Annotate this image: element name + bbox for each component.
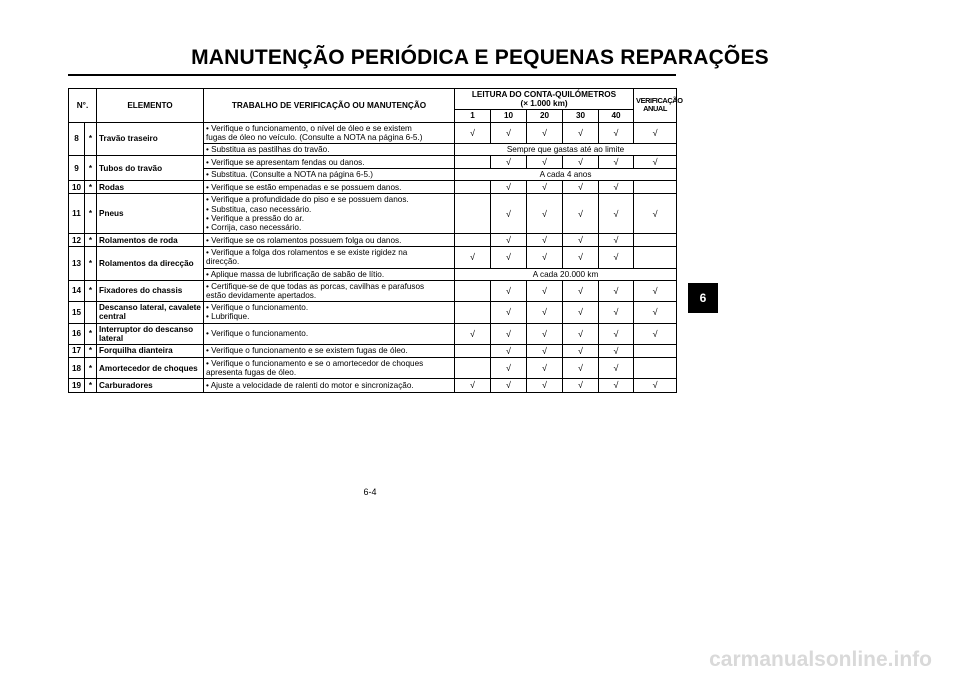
row-number: 19 xyxy=(69,379,85,392)
header-annual: VERIFICAÇÃO ANUAL xyxy=(634,89,677,123)
check-mark: √ xyxy=(578,307,583,318)
header-element: ELEMENTO xyxy=(97,89,204,123)
work-line: • Verifique o funcionamento e se existem fugas de óleo. xyxy=(206,346,408,356)
check-mark: √ xyxy=(578,235,583,246)
check-mark: √ xyxy=(542,182,547,193)
check-cell xyxy=(563,234,599,247)
check-cell xyxy=(563,344,599,357)
check-cell xyxy=(563,156,599,169)
row-element: Rodas xyxy=(97,181,204,194)
check-mark: √ xyxy=(506,328,511,339)
table-row xyxy=(69,181,677,194)
row-work xyxy=(204,156,455,169)
check-cell xyxy=(491,156,527,169)
check-mark: √ xyxy=(578,345,583,356)
row-star xyxy=(85,302,97,323)
row-work xyxy=(204,302,455,323)
check-mark: √ xyxy=(613,345,619,356)
check-cell xyxy=(599,122,634,143)
check-cell xyxy=(599,280,634,301)
row-star: * xyxy=(85,234,97,247)
check-cell xyxy=(491,234,527,247)
table-row xyxy=(69,323,677,344)
row-element: Rolamentos de roda xyxy=(97,234,204,247)
row-work xyxy=(204,280,455,301)
row-number: 8 xyxy=(69,122,85,156)
work-line: • Verifique se apresentam fendas ou danos. xyxy=(206,157,365,167)
row-element: Forquilha dianteira xyxy=(97,344,204,357)
row-element: Fixadores do chassis xyxy=(97,280,204,301)
row-interval-note: Sempre que gastas até ao limite xyxy=(455,143,677,155)
check-mark: √ xyxy=(506,345,511,356)
row-element: Descanso lateral, cavalete central xyxy=(97,302,204,323)
check-mark: √ xyxy=(506,127,511,138)
work-line: • Ajuste a velocidade de ralenti do motor e sincronização. xyxy=(206,380,414,390)
row-star: * xyxy=(85,181,97,194)
work-line: • Substitua, caso necessário. xyxy=(206,204,312,214)
check-mark: √ xyxy=(506,182,511,193)
check-cell xyxy=(634,122,677,143)
work-line: • Verifique o funcionamento, o nível de óleo e se existem xyxy=(206,123,412,133)
check-cell xyxy=(527,302,563,323)
check-cell xyxy=(599,358,634,379)
row-number: 13 xyxy=(69,247,85,281)
check-cell xyxy=(599,194,634,234)
check-cell xyxy=(455,156,491,169)
check-cell xyxy=(599,379,634,392)
work-line: • Corrija, caso necessário. xyxy=(206,223,302,233)
check-mark: √ xyxy=(613,157,619,168)
header-km-30: 30 xyxy=(563,110,599,122)
check-cell xyxy=(634,302,677,323)
row-work xyxy=(204,323,455,344)
check-cell xyxy=(527,379,563,392)
check-cell xyxy=(491,323,527,344)
work-line: estão devidamente apertados. xyxy=(206,291,317,301)
row-star: * xyxy=(85,358,97,379)
check-mark: √ xyxy=(613,252,619,263)
row-element: Carburadores xyxy=(97,379,204,392)
work-line: • Verifique a profundidade do piso e se possuem danos. xyxy=(206,195,409,205)
row-star: * xyxy=(85,379,97,392)
check-mark: √ xyxy=(652,380,658,391)
check-mark: √ xyxy=(506,235,511,246)
check-mark: √ xyxy=(578,286,583,296)
check-mark: √ xyxy=(542,252,547,263)
check-cell xyxy=(634,181,677,194)
check-cell xyxy=(599,302,634,323)
check-cell xyxy=(634,358,677,379)
check-cell xyxy=(599,247,634,268)
work-line: • Verifique se os rolamentos possuem folga ou danos. xyxy=(206,235,402,245)
check-cell xyxy=(599,234,634,247)
check-mark: √ xyxy=(542,235,547,246)
check-cell xyxy=(491,247,527,268)
title-underline xyxy=(68,74,676,76)
check-mark: √ xyxy=(613,127,619,138)
check-mark: √ xyxy=(506,286,511,296)
check-cell xyxy=(527,194,563,234)
check-mark: √ xyxy=(506,157,511,168)
check-cell xyxy=(563,379,599,392)
check-cell xyxy=(563,181,599,194)
table-row xyxy=(69,344,677,357)
header-work: TRABALHO DE VERIFICAÇÃO OU MANUTENÇÃO xyxy=(204,89,455,123)
table-row xyxy=(69,358,677,379)
row-work xyxy=(204,234,455,247)
check-cell xyxy=(563,194,599,234)
check-cell xyxy=(634,379,677,392)
row-number: 10 xyxy=(69,181,85,194)
row-element: Pneus xyxy=(97,194,204,234)
check-mark: √ xyxy=(578,208,583,219)
check-cell xyxy=(634,156,677,169)
row-element: Interruptor do descanso lateral xyxy=(97,323,204,344)
row-interval-note: A cada 20.000 km xyxy=(455,268,677,280)
chapter-tab: 6 xyxy=(688,283,718,313)
check-cell xyxy=(599,156,634,169)
work-line: • Substitua. (Consulte a NOTA na página 6-5.) xyxy=(206,170,374,180)
check-cell xyxy=(455,181,491,194)
work-line: • Certifique-se de que todas as porcas, cavilhas e parafusos xyxy=(206,281,425,291)
check-mark: √ xyxy=(613,363,619,374)
check-cell xyxy=(599,344,634,357)
maintenance-table xyxy=(68,88,683,393)
header-km-40: 40 xyxy=(599,110,634,122)
check-cell xyxy=(455,358,491,379)
work-line: • Verifique o funcionamento e se o amortecedor de choques xyxy=(206,359,424,369)
check-cell xyxy=(563,323,599,344)
table-row xyxy=(69,302,677,323)
check-cell xyxy=(491,122,527,143)
header-no: N°. xyxy=(69,89,97,123)
watermark: carmanualsonline.info xyxy=(709,648,932,671)
check-mark: √ xyxy=(613,235,619,246)
check-mark: √ xyxy=(613,208,619,219)
check-cell xyxy=(634,344,677,357)
check-mark: √ xyxy=(542,380,547,391)
row-element: Travão traseiro xyxy=(97,122,204,156)
check-cell xyxy=(527,358,563,379)
check-cell xyxy=(455,379,491,392)
check-mark: √ xyxy=(542,363,547,374)
check-mark: √ xyxy=(578,157,583,168)
row-element: Rolamentos da direcção xyxy=(97,247,204,281)
check-mark: √ xyxy=(613,380,619,391)
check-cell xyxy=(491,302,527,323)
check-cell xyxy=(491,280,527,301)
check-mark: √ xyxy=(506,380,511,391)
check-mark: √ xyxy=(613,182,619,193)
check-mark: √ xyxy=(542,286,547,296)
work-line: • Verifique se estão empenadas e se possuem danos. xyxy=(206,182,402,192)
table-row xyxy=(69,156,677,169)
header-km-20: 20 xyxy=(527,110,563,122)
check-cell xyxy=(455,247,491,268)
check-cell xyxy=(491,181,527,194)
check-mark: √ xyxy=(652,157,658,168)
check-mark: √ xyxy=(652,208,658,219)
check-cell xyxy=(563,302,599,323)
row-interval-note: A cada 4 anos xyxy=(455,169,677,181)
header-km-10: 10 xyxy=(491,110,527,122)
table-row xyxy=(69,379,677,392)
row-star: * xyxy=(85,194,97,234)
check-mark: √ xyxy=(613,328,619,339)
work-line: • Lubrifique. xyxy=(206,312,250,322)
row-work xyxy=(204,247,455,268)
check-mark: √ xyxy=(470,328,475,339)
check-mark: √ xyxy=(506,208,511,219)
check-mark: √ xyxy=(542,157,547,168)
row-number: 15 xyxy=(69,302,85,323)
check-mark: √ xyxy=(652,286,658,296)
check-cell xyxy=(527,156,563,169)
row-star: * xyxy=(85,344,97,357)
row-star: * xyxy=(85,247,97,281)
work-line: • Verifique a folga dos rolamentos e se existe rigidez na xyxy=(206,248,408,258)
row-number: 11 xyxy=(69,194,85,234)
row-work xyxy=(204,181,455,194)
work-line: direcção. xyxy=(206,257,240,267)
check-cell xyxy=(527,247,563,268)
check-cell xyxy=(634,234,677,247)
row-number: 14 xyxy=(69,280,85,301)
page-title: MANUTENÇÃO PERIÓDICA E PEQUENAS REPARAÇÕES xyxy=(191,46,769,69)
row-star: * xyxy=(85,280,97,301)
table-row xyxy=(69,247,677,268)
row-number: 18 xyxy=(69,358,85,379)
check-cell xyxy=(527,344,563,357)
check-mark: √ xyxy=(542,345,547,356)
row-work xyxy=(204,268,455,280)
check-cell xyxy=(634,280,677,301)
check-cell xyxy=(634,247,677,268)
check-cell xyxy=(599,323,634,344)
check-cell xyxy=(563,358,599,379)
check-cell xyxy=(491,379,527,392)
check-mark: √ xyxy=(613,307,619,318)
work-line: fugas de óleo no veículo. (Consulte a NOTA na página 6-5.) xyxy=(206,132,423,142)
row-work xyxy=(204,344,455,357)
work-line: • Substitua as pastilhas do travão. xyxy=(206,144,330,154)
check-mark: √ xyxy=(542,328,547,339)
check-mark: √ xyxy=(613,286,619,296)
row-work xyxy=(204,194,455,234)
work-line: apresenta fugas de óleo. xyxy=(206,368,297,378)
row-element: Amortecedor de choques xyxy=(97,358,204,379)
check-mark: √ xyxy=(652,307,658,318)
check-mark: √ xyxy=(470,127,475,138)
row-work xyxy=(204,169,455,181)
header-odometer xyxy=(455,89,634,110)
row-star: * xyxy=(85,122,97,156)
row-number: 9 xyxy=(69,156,85,181)
row-work xyxy=(204,143,455,155)
check-mark: √ xyxy=(506,307,511,318)
check-cell xyxy=(634,323,677,344)
header-km-1: 1 xyxy=(455,110,491,122)
check-cell xyxy=(599,181,634,194)
table-row xyxy=(69,280,677,301)
header-row-1 xyxy=(69,89,677,110)
row-number: 17 xyxy=(69,344,85,357)
check-mark: √ xyxy=(470,252,475,263)
check-mark: √ xyxy=(578,127,583,138)
check-mark: √ xyxy=(542,127,547,138)
check-cell xyxy=(563,280,599,301)
work-line: • Verifique a pressão do ar. xyxy=(206,213,304,223)
row-number: 16 xyxy=(69,323,85,344)
row-work xyxy=(204,379,455,392)
table-row xyxy=(69,122,677,143)
table-row xyxy=(69,234,677,247)
check-cell xyxy=(527,181,563,194)
check-cell xyxy=(527,122,563,143)
check-mark: √ xyxy=(578,252,583,263)
check-mark: √ xyxy=(652,328,658,339)
check-mark: √ xyxy=(542,208,547,219)
check-mark: √ xyxy=(470,380,475,391)
check-cell xyxy=(455,280,491,301)
check-cell xyxy=(491,358,527,379)
work-line: • Verifique o funcionamento. xyxy=(206,329,309,339)
check-mark: √ xyxy=(652,127,658,138)
row-work xyxy=(204,122,455,143)
check-cell xyxy=(455,302,491,323)
check-mark: √ xyxy=(578,380,583,391)
check-cell xyxy=(527,234,563,247)
check-cell xyxy=(491,194,527,234)
work-line: • Aplique massa de lubrificação de sabão de lítio. xyxy=(206,269,385,279)
check-cell xyxy=(491,344,527,357)
check-cell xyxy=(563,122,599,143)
row-star: * xyxy=(85,323,97,344)
check-cell xyxy=(563,247,599,268)
row-work xyxy=(204,358,455,379)
row-star: * xyxy=(85,156,97,181)
check-mark: √ xyxy=(542,307,547,318)
header-odometer-unit: (× 1.000 km) xyxy=(520,99,568,109)
check-cell xyxy=(634,194,677,234)
check-mark: √ xyxy=(578,182,583,193)
check-mark: √ xyxy=(578,363,583,374)
check-mark: √ xyxy=(506,252,511,263)
check-mark: √ xyxy=(578,328,583,339)
check-cell xyxy=(455,194,491,234)
row-element: Tubos do travão xyxy=(97,156,204,181)
check-cell xyxy=(527,323,563,344)
check-mark: √ xyxy=(506,363,511,374)
check-cell xyxy=(455,122,491,143)
maintenance-table-body xyxy=(69,122,677,392)
check-cell xyxy=(527,280,563,301)
table-row xyxy=(69,194,677,234)
check-cell xyxy=(455,323,491,344)
check-cell xyxy=(455,234,491,247)
page-number: 6-4 xyxy=(363,487,377,497)
check-cell xyxy=(455,344,491,357)
row-number: 12 xyxy=(69,234,85,247)
header-odometer-label: LEITURA DO CONTA-QUILÓMETROS xyxy=(471,90,617,99)
work-line: • Verifique o funcionamento. xyxy=(206,303,309,313)
